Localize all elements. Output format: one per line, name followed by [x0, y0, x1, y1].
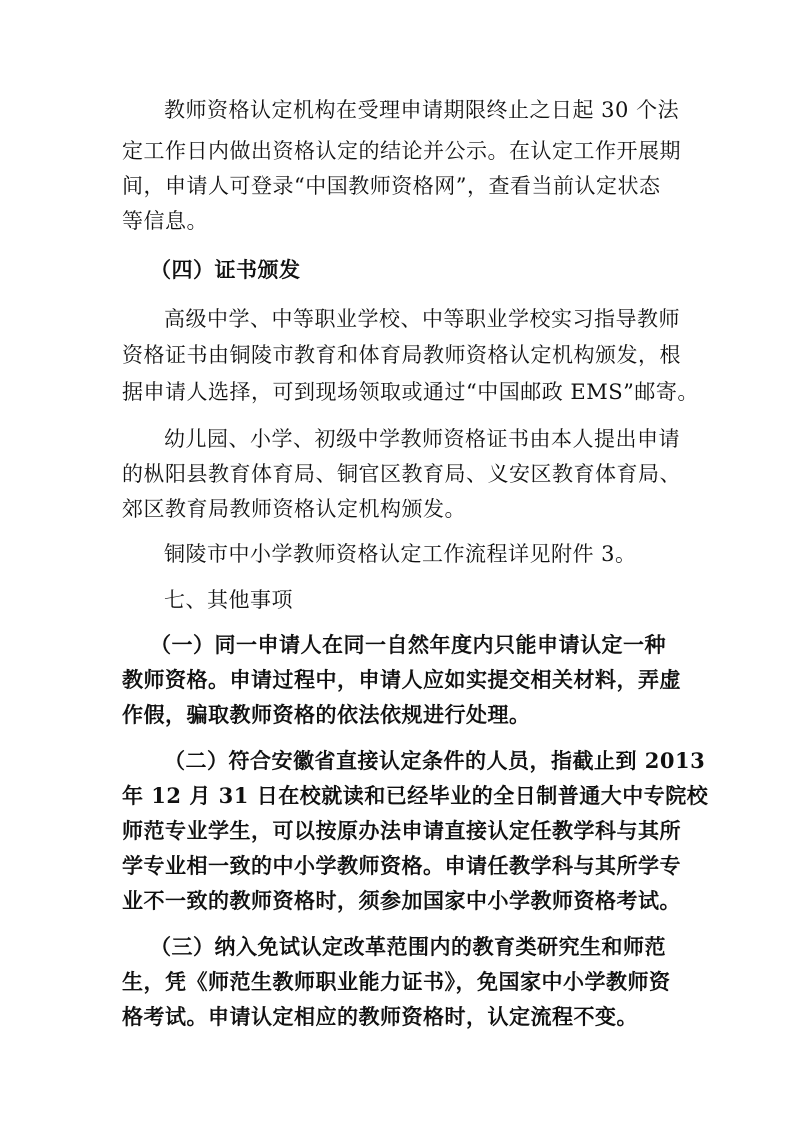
paragraph-line: 定工作日内做出资格认定的结论并公示。在认定工作开展期 [122, 139, 681, 163]
paragraph-line: 高级中学、中等职业学校、中等职业学校实习指导教师 [164, 307, 680, 331]
paragraph-line: 间，申请人可登录“中国教师资格网”，查看当前认定状态 [122, 174, 661, 198]
paragraph-line: 学专业相一致的中小学教师资格。申请任教学科与其所学专 [122, 853, 681, 878]
paragraph-line: 业不一致的教师资格时，须参加国家中小学教师资格考试。 [122, 888, 681, 913]
paragraph-line: （三）纳入免试认定改革范围内的教育类研究生和师范 [150, 934, 666, 959]
paragraph-line: 据申请人选择，可到现场领取或通过“中国邮政 EMS”邮寄。 [122, 380, 699, 404]
paragraph-line: 铜陵市中小学教师资格认定工作流程详见附件 3。 [164, 542, 637, 566]
paragraph-line: 幼儿园、小学、初级中学教师资格证书由本人提出申请 [164, 427, 680, 451]
section-heading: 七、其他事项 [164, 588, 293, 612]
paragraph-line: 等信息。 [122, 209, 208, 233]
paragraph-line: 资格证书由铜陵市教育和体育局教师资格认定机构颁发，根 [122, 343, 681, 367]
paragraph-line: 郊区教育局教师资格认定机构颁发。 [122, 497, 466, 521]
paragraph-line: 教师资格认定机构在受理申请期限终止之日起 30 个法 [164, 98, 680, 122]
section-heading: （四）证书颁发 [150, 257, 301, 282]
paragraph-line: （一）同一申请人在同一自然年度内只能申请认定一种 [150, 632, 666, 657]
paragraph-line: 教师资格。申请过程中，申请人应如实提交相关材料，弄虚 [122, 667, 681, 692]
paragraph-line: （二）符合安徽省直接认定条件的人员，指截止到 2013 [164, 748, 706, 773]
paragraph-line: 师范专业学生，可以按原办法申请直接认定任教学科与其所 [122, 818, 681, 843]
paragraph-line: 生，凭《师范生教师职业能力证书》，免国家中小学教师资 [122, 969, 671, 994]
paragraph-line: 作假，骗取教师资格的依法依规进行处理。 [122, 702, 531, 727]
paragraph-line: 年 12 月 31 日在校就读和已经毕业的全日制普通大中专院校 [122, 783, 709, 808]
paragraph-line: 的枞阳县教育体育局、铜官区教育局、义安区教育体育局、 [122, 462, 681, 486]
paragraph-line: 格考试。申请认定相应的教师资格时，认定流程不变。 [122, 1004, 638, 1029]
